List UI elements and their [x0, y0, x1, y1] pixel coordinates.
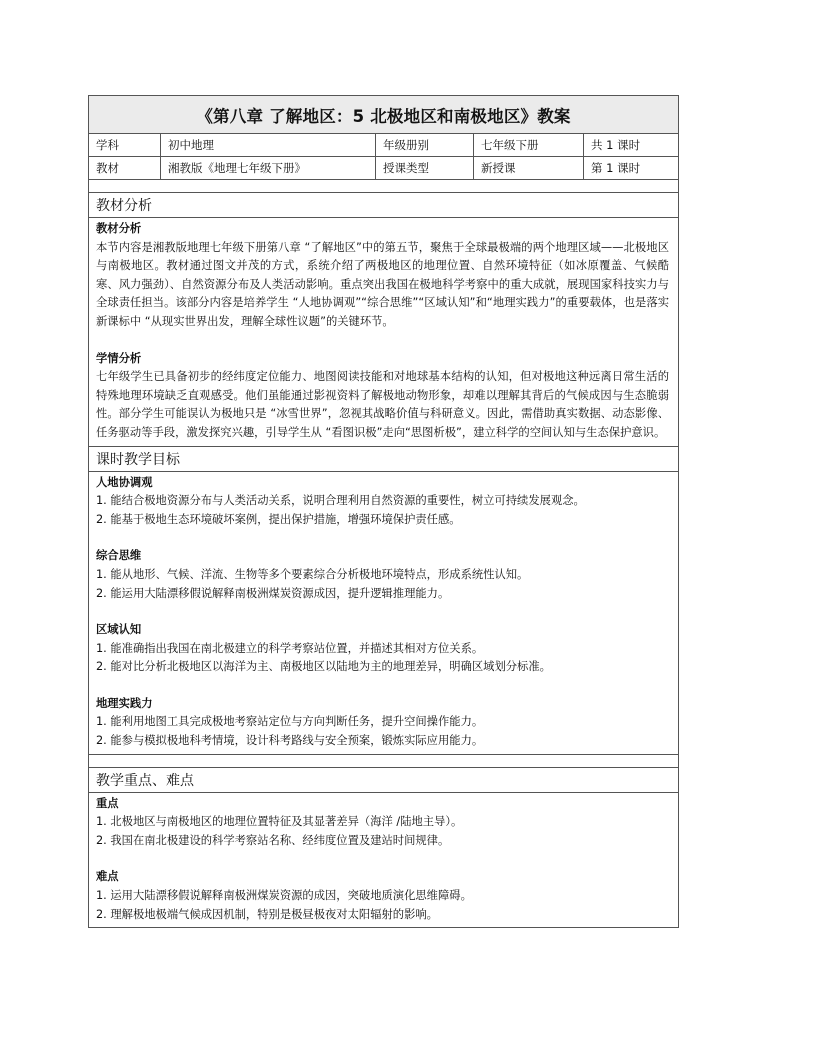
grade-value: 七年级下册: [474, 134, 584, 156]
focus-item: 2. 我国在南北极建设的科学考察站名称、经纬度位置及建站时间规律。: [96, 833, 450, 847]
objective-item: 2. 能参与模拟极地科考情境，设计科考路线与安全预案，锻炼实际应用能力。: [96, 734, 484, 748]
paragraph-textbook-analysis: 本节内容是湘教版地理七年级下册第八章 “了解地区”中的第五节，聚焦于全球最极端的两个地理区域——北极地区与南极地区。教材通过图文并茂的方式，系统介绍了两极地区的地理位置、自然环境特征（如冰原覆盖、气候酷寒、风力强劲）、自然资源分布及人类活动影响。重点突出我国在极地科学考察中的重大成就，展现国家科技实力与全球责任担当。该部分内容是培养学生 “人地协调观”“综合思维”“区域认知”和“地理实践力”的重要载体，也是落实新课标中 “从现实世界出发，理解全球性议题”的关键环节。: [96, 240, 669, 328]
objective-item: 1. 能利用地图工具完成极地考察站定位与方向判断任务，提升空间操作能力。: [96, 715, 484, 729]
grade-label: 年级册别: [376, 134, 474, 156]
textbook-value: 湘教版《地理七年级下册》: [161, 157, 376, 179]
focus-item: 1. 北极地区与南极地区的地理位置特征及其显著差异（海洋 /陆地主导）。: [96, 815, 463, 829]
sub-title-textbook-analysis: 教材分析: [96, 222, 142, 235]
sub-title-learner-analysis: 学情分析: [96, 351, 142, 365]
section-body-analysis: [89, 218, 678, 447]
focus-title: 重点: [96, 796, 119, 810]
type-label: 授课类型: [376, 157, 474, 179]
difficulty-title: 难点: [96, 870, 119, 884]
difficulty-item: 1. 运用大陆漂移假说解释南极洲煤炭资源的成因，突破地质演化思维障碍。: [96, 889, 472, 903]
section-heading-analysis: 教材分析: [89, 193, 678, 218]
section-heading-keypoints: 教学重点、难点: [89, 768, 678, 793]
type-value: 新授课: [474, 157, 584, 179]
textbook-label: 教材: [89, 157, 161, 179]
objective-group-title: 人地协调观: [96, 475, 153, 489]
spacer: [96, 332, 669, 350]
subject-value: 初中地理: [161, 134, 376, 156]
subject-label: 学科: [89, 134, 161, 156]
spacer-row: [89, 755, 678, 768]
section-body-objectives: [89, 472, 678, 755]
objective-item: 1. 能结合极地资源分布与人类活动关系，说明合理利用自然资源的重要性，树立可持续发展观念。: [96, 494, 585, 508]
objective-item: 2. 能基于极地生态环境破坏案例，提出保护措施，增强环境保护责任感。: [96, 512, 461, 526]
section-body-keypoints: [89, 793, 678, 929]
info-row-textbook: [89, 157, 678, 180]
spacer: [96, 677, 669, 695]
objective-group-title: 地理实践力: [96, 696, 153, 710]
total-hours: 共 1 课时: [591, 138, 641, 152]
objective-item: 2. 能运用大陆漂移假说解释南极洲煤炭资源成因，提升逻辑推理能力。: [96, 586, 450, 600]
lesson-plan-table: [88, 95, 679, 928]
difficulty-item: 2. 理解极地极端气候成因机制，特别是极昼极夜对太阳辐射的影响。: [96, 907, 438, 921]
current-hour: 第 1 课时: [591, 161, 641, 175]
lesson-plan-document: [88, 95, 679, 928]
spacer: [96, 529, 669, 547]
info-row-subject: [89, 134, 678, 157]
objective-item: 2. 能对比分析北极地区以海洋为主、南极地区以陆地为主的地理差异，明确区域划分标准。: [96, 660, 551, 674]
document-title: 《第八章 了解地区：5 北极地区和南极地区》教案: [196, 106, 571, 126]
spacer: [96, 603, 669, 621]
spacer: [96, 850, 669, 868]
objective-item: 1. 能从地形、气候、洋流、生物等多个要素综合分析极地环境特点，形成系统性认知。: [96, 567, 529, 581]
objective-group-title: 区域认知: [96, 623, 142, 637]
spacer-row: [89, 180, 678, 193]
title-row: [89, 96, 678, 134]
section-heading-objectives: 课时教学目标: [89, 447, 678, 472]
objective-item: 1. 能准确指出我国在南北极建立的科学考察站位置，并描述其相对方位关系。: [96, 641, 484, 655]
paragraph-learner-analysis: 七年级学生已具备初步的经纬度定位能力、地图阅读技能和对地球基本结构的认知，但对极地这种远离日常生活的特殊地理环境缺乏直观感受。他们虽能通过影视资料了解极地动物形象，却难以理解其背后的气候成因与生态脆弱性。部分学生可能误认为极地只是 “冰雪世界”，忽视其战略价值与科研意义。因此，需借助真实数据、动态影像、任务驱动等手段，激发探究兴趣，引导学生从 “看图识极”走向“思图析极”，建立科学的空间认知与生态保护意识。: [96, 370, 669, 439]
objective-group-title: 综合思维: [96, 549, 142, 563]
